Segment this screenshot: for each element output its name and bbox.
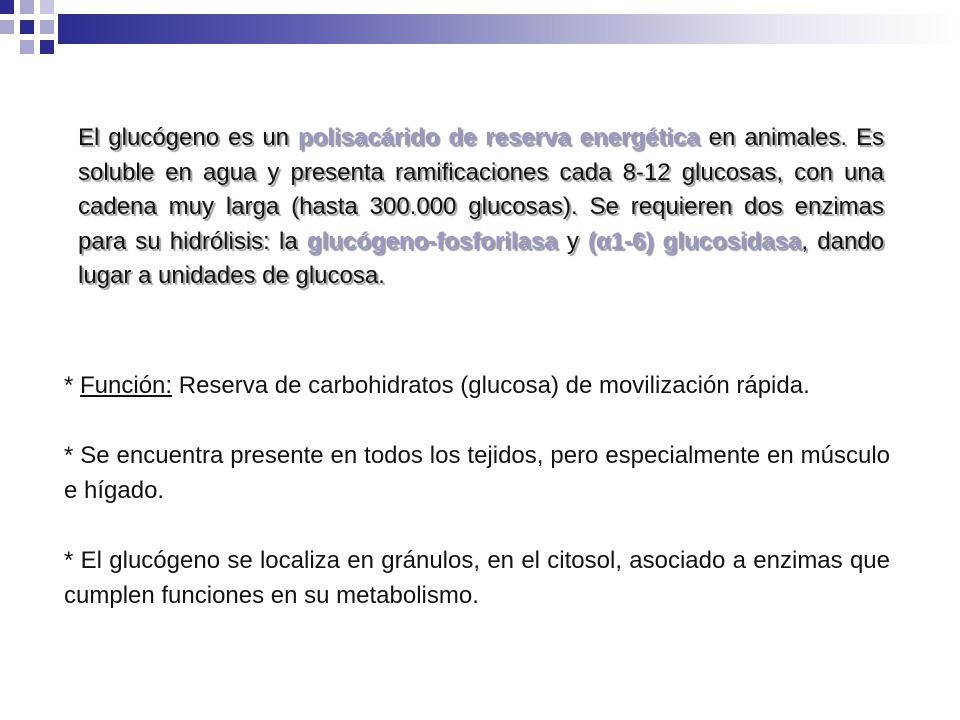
decor-square-light [20, 0, 34, 14]
intro-highlight: polisacárido de reserva energética [297, 124, 700, 151]
decor-square-light [0, 20, 14, 34]
intro-text: y [557, 227, 589, 255]
bullet-list [64, 368, 890, 648]
intro-text: , dando lugar a unidades de glucosa. [78, 227, 885, 289]
intro-paragraph [78, 121, 884, 294]
bullet-funcion [64, 368, 890, 403]
decor-square-light [20, 40, 34, 54]
bullet-tejidos: * Se encuentra presente en todos los tejidos, pero especialmente en músculo e hígado. [64, 442, 890, 504]
decor-square-light [40, 0, 54, 14]
decor-square-light [40, 20, 54, 34]
intro-highlight: (α1-6) glucosidasa [588, 227, 802, 255]
decor-square-dark [40, 40, 54, 54]
bullet-granulos: * El glucógeno se localiza en gránulos, en el citosol, asociado a enzimas que cumplen funciones en su metabolismo. [64, 547, 890, 609]
intro-highlight: glucógeno-fosforilasa [306, 227, 558, 255]
intro-text: El glucógeno es un [78, 124, 298, 151]
header-decoration [0, 0, 960, 60]
bullet-text: Reserva de carbohidratos (glucosa) de movilización rápida. [172, 372, 810, 399]
decor-square-dark [20, 20, 34, 34]
bullet-marker: * [64, 372, 81, 399]
decor-square-dark [0, 0, 14, 14]
intro-text: en animales. Es soluble en agua y presenta ramificaciones cada 8-12 glucosas, con una cadena muy larga (hasta 300.000 glucosas). Se requieren dos enzimas para su hidrólisis: la [78, 124, 885, 255]
header-gradient-bar [58, 14, 960, 44]
funcion-label: Función: [80, 372, 173, 399]
